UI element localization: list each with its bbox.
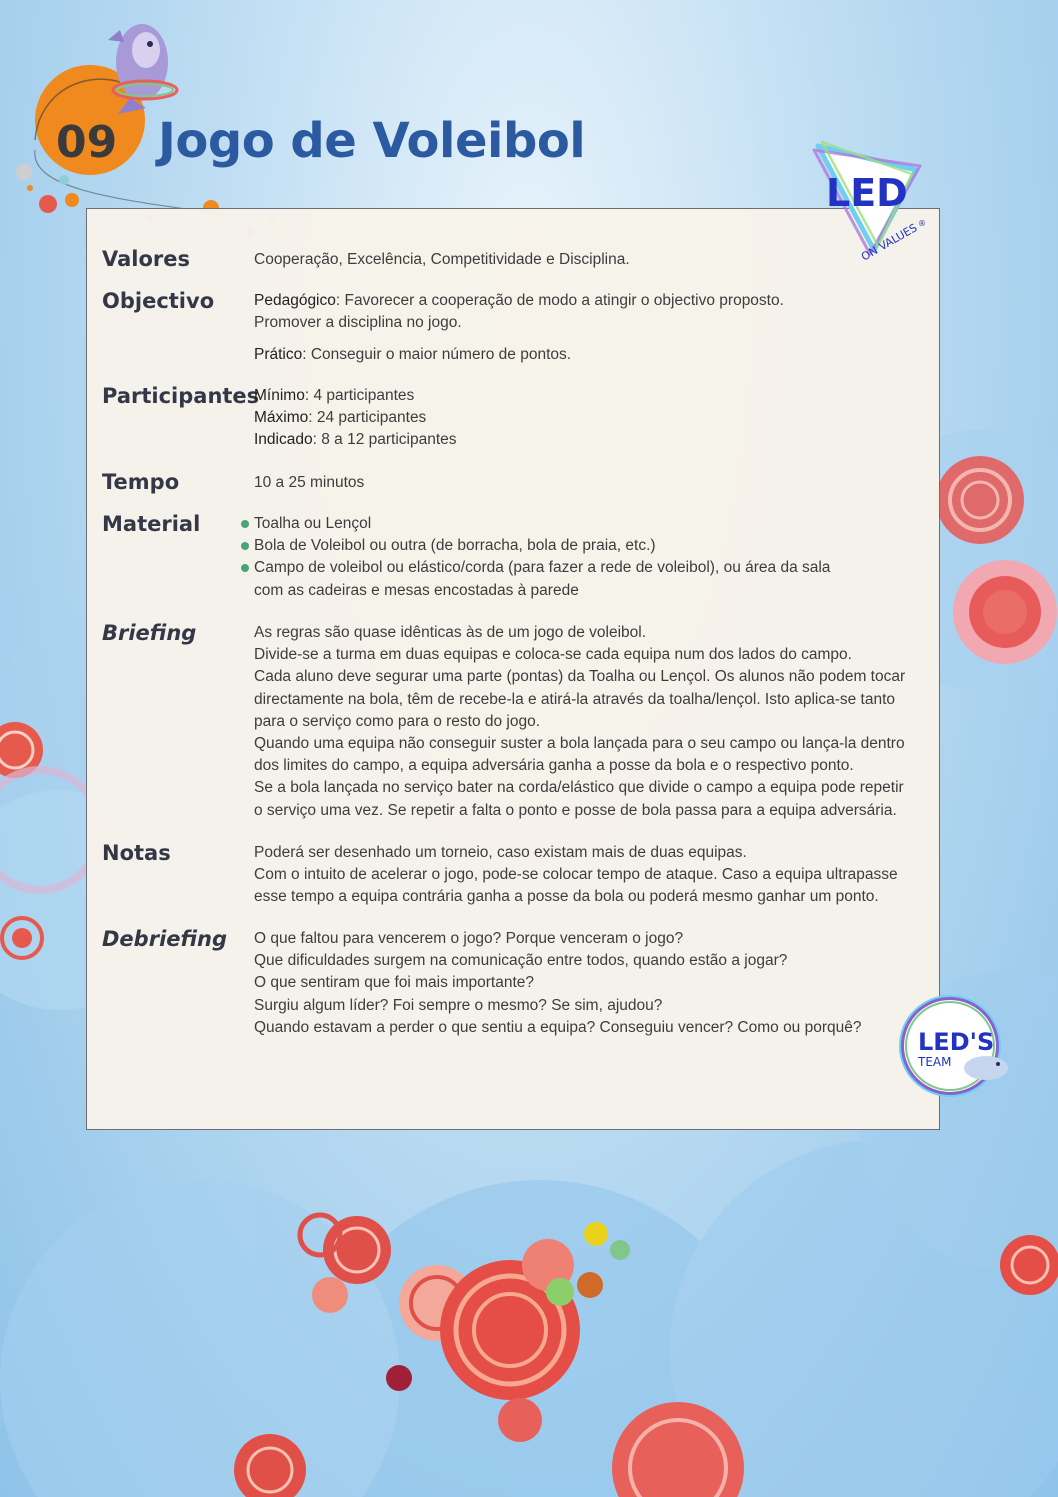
briefing-line: para o serviço como para o resto do jogo. xyxy=(254,712,541,730)
briefing-line: o serviço uma vez. Se repetir a falta o ponto e posse de bola passa para a equipa adversária. xyxy=(254,801,897,819)
briefing-line: directamente na bola, têm de recebe-la e atirá-la através da toalha/lençol. Isto aplica-se tanto xyxy=(254,690,896,708)
material-item-text: Toalha ou Lençol xyxy=(254,515,372,532)
briefing-line: Se a bola lançada no serviço bater na corda/elástico que divide o campo a equipa pode repetir xyxy=(254,779,904,797)
objectivo-pratico-value: : Conseguir o maior número de pontos. xyxy=(302,346,572,364)
debriefing-line: Surgiu algum líder? Foi sempre o mesmo? Se sim, ajudou? xyxy=(254,996,663,1014)
notas-text xyxy=(254,842,914,909)
label-tempo: Tempo xyxy=(102,470,180,494)
notas-line: Poderá ser desenhado um torneio, caso existam mais de duas equipas. xyxy=(254,844,747,861)
tempo-text xyxy=(254,472,914,494)
objectivo-text xyxy=(254,290,914,367)
material-item xyxy=(254,535,914,557)
objectivo-pedagogico xyxy=(254,290,914,312)
briefing-line: Cada aluno deve segurar uma parte (pontas) da Toalha ou Lençol. Os alunos não podem tocar xyxy=(254,668,906,686)
valores-line: Cooperação, Excelência, Competitividade e Disciplina. xyxy=(254,251,630,268)
notas-line: esse tempo a equipa contrária ganha a posse da bola ou poderá mesmo ganhar um ponto. xyxy=(254,888,879,906)
debriefing-text xyxy=(254,928,914,1039)
tempo-line: 10 a 25 minutos xyxy=(254,474,365,491)
debriefing-line: Quando estavam a perder o que sentiu a equipa? Conseguiu vencer? Como ou porquê? xyxy=(254,1018,862,1036)
valores-text xyxy=(254,249,914,271)
participantes-minimo-value: : 4 participantes xyxy=(304,387,415,404)
briefing-line: dos limites do campo, a equipa adversária ganha a posse da bola e o respectivo ponto. xyxy=(254,757,854,775)
notas-line: Com o intuito de acelerar o jogo, pode-se colocar tempo de ataque. Caso a equipa ultrapasse xyxy=(254,866,898,884)
led-logo-text: LED xyxy=(826,171,908,215)
label-participantes: Participantes xyxy=(102,384,260,408)
label-notas: Notas xyxy=(102,841,171,865)
led-logo-subtext: ON VALUES xyxy=(859,221,920,264)
debriefing-line: O que sentiram que foi mais importante? xyxy=(254,974,534,992)
briefing-line: Quando uma equipa não conseguir suster a bola lançada para o seu campo ou lança-la dentro xyxy=(254,735,905,753)
participantes-maximo-key: Máximo xyxy=(254,409,309,427)
material-list xyxy=(254,513,914,602)
objectivo-pedagogico-key: Pedagógico xyxy=(254,292,336,309)
participantes-minimo-key: Mínimo xyxy=(254,387,305,404)
participantes-indicado-key: Indicado xyxy=(254,431,313,449)
material-item-text: Bola de Voleibol ou outra (de borracha, bola de praia, etc.) xyxy=(254,537,656,555)
briefing-text xyxy=(254,622,914,822)
participantes-text xyxy=(254,385,914,452)
page-title: Jogo de Voleibol xyxy=(158,113,586,169)
participantes-indicado-value: : 8 a 12 participantes xyxy=(312,431,457,449)
participantes-indicado xyxy=(254,429,914,451)
label-debriefing: Debriefing xyxy=(102,927,228,951)
label-valores: Valores xyxy=(102,247,190,271)
briefing-line: As regras são quase idênticas às de um jogo de voleibol. xyxy=(254,624,647,641)
material-item xyxy=(254,557,914,579)
debriefing-line: O que faltou para vencerem o jogo? Porque venceram o jogo? xyxy=(254,930,684,947)
material-item-text: Campo de voleibol ou elástico/corda (para fazer a rede de voleibol), ou área da sala xyxy=(254,559,831,577)
debriefing-line: Que dificuldades surgem na comunicação entre todos, quando estão a jogar? xyxy=(254,952,788,970)
objectivo-pedagogico-line2: Promover a disciplina no jogo. xyxy=(254,314,462,332)
label-objectivo: Objectivo xyxy=(102,289,215,313)
participantes-minimo xyxy=(254,385,914,407)
label-briefing: Briefing xyxy=(102,621,197,645)
activity-number: 09 xyxy=(56,117,118,168)
dolphin-mascot-icon xyxy=(90,10,180,120)
objectivo-pratico xyxy=(254,344,914,366)
team-logo-subtext: TEAM xyxy=(918,1055,952,1069)
led-on-values-logo xyxy=(804,128,930,268)
objectivo-pratico-key: Prático xyxy=(254,346,303,364)
team-logo-text: LED'S xyxy=(918,1028,995,1056)
material-item-continuation: com as cadeiras e mesas encostadas à parede xyxy=(254,581,579,599)
leds-team-logo xyxy=(898,994,1013,1098)
bullet-dot-icon xyxy=(241,520,249,528)
objectivo-pedagogico-value: : Favorecer a cooperação de modo a atingir o objectivo proposto. xyxy=(335,292,784,309)
label-material: Material xyxy=(102,512,201,536)
led-logo-mark: ® xyxy=(918,219,926,228)
participantes-maximo xyxy=(254,407,914,429)
briefing-line: Divide-se a turma em duas equipas e coloca-se cada equipa num dos lados do campo. xyxy=(254,646,852,664)
material-item xyxy=(254,513,914,535)
participantes-maximo-value: : 24 participantes xyxy=(308,409,427,427)
